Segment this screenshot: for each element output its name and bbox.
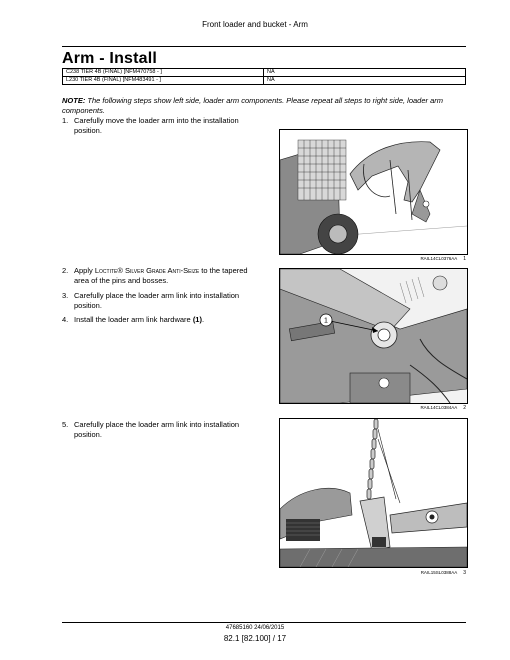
step-text: Carefully place the loader arm link into installation position.: [74, 420, 240, 439]
step-number: 5.: [62, 420, 69, 429]
figure-3-caption: [279, 570, 466, 576]
figure-number: 1: [463, 256, 466, 262]
figure-number: 2: [463, 405, 466, 411]
document-id: 47685160 24/06/2015: [225, 625, 285, 631]
table-row: [63, 77, 466, 85]
model-cell: L230 TIER 4B (FINAL) [NFM483491 - ]: [63, 77, 264, 85]
step-text: Carefully move the loader arm into the installation position.: [74, 116, 239, 135]
product-name: Loctite® Silver Grade Anti-Seize: [94, 266, 200, 275]
step-1: [62, 116, 262, 136]
step-number: 2.: [62, 266, 69, 275]
figure-3-illustration: [279, 418, 468, 568]
figure-2-caption: [279, 405, 466, 411]
figure-1-caption: [279, 256, 466, 262]
step-number: 3.: [62, 291, 69, 300]
step-text: Carefully place the loader arm link into installation position.: [74, 291, 240, 310]
reference-callout: (1): [192, 315, 202, 324]
step-5: [62, 420, 262, 440]
page-header: Front loader and bucket - Arm: [202, 20, 308, 29]
figure-code: RAIL14CL0376AA: [420, 256, 458, 261]
value-cell: NA: [264, 69, 466, 77]
page-number: 82.1 [82.100] / 17: [223, 634, 287, 643]
note-paragraph: [62, 96, 466, 116]
figure-code: RAIL15SL0388AA: [420, 570, 458, 575]
callout-label: 1: [324, 317, 328, 325]
figure-2-illustration: [279, 268, 468, 404]
note-text: The following steps show left side, loader arm components. Please repeat all steps to right side, loader arm components.: [62, 96, 444, 115]
figure-1-illustration: [279, 129, 468, 255]
figure-number: 3: [463, 570, 466, 576]
title-divider: [62, 46, 466, 47]
step-text: Install the loader arm link hardware (1).: [74, 315, 205, 324]
step-4: [62, 315, 262, 325]
value-cell: NA: [264, 77, 466, 85]
step-3: [62, 291, 262, 311]
section-title: Arm - Install: [62, 50, 158, 67]
table-row: [63, 69, 466, 77]
step-text: Apply Loctite® Silver Grade Anti-Seize to the tapered area of the pins and bosses.: [74, 266, 248, 285]
model-cell: C238 TIER 4B (FINAL) [NFM470758 - ]: [63, 69, 264, 77]
step-2: [62, 266, 262, 286]
model-applicability-table: [62, 68, 466, 85]
note-label: NOTE:: [62, 96, 86, 105]
figure-code: RAIL14CL0384AA: [420, 405, 458, 410]
footer-divider: [62, 622, 466, 623]
step-number: 1.: [62, 116, 69, 125]
step-number: 4.: [62, 315, 69, 324]
